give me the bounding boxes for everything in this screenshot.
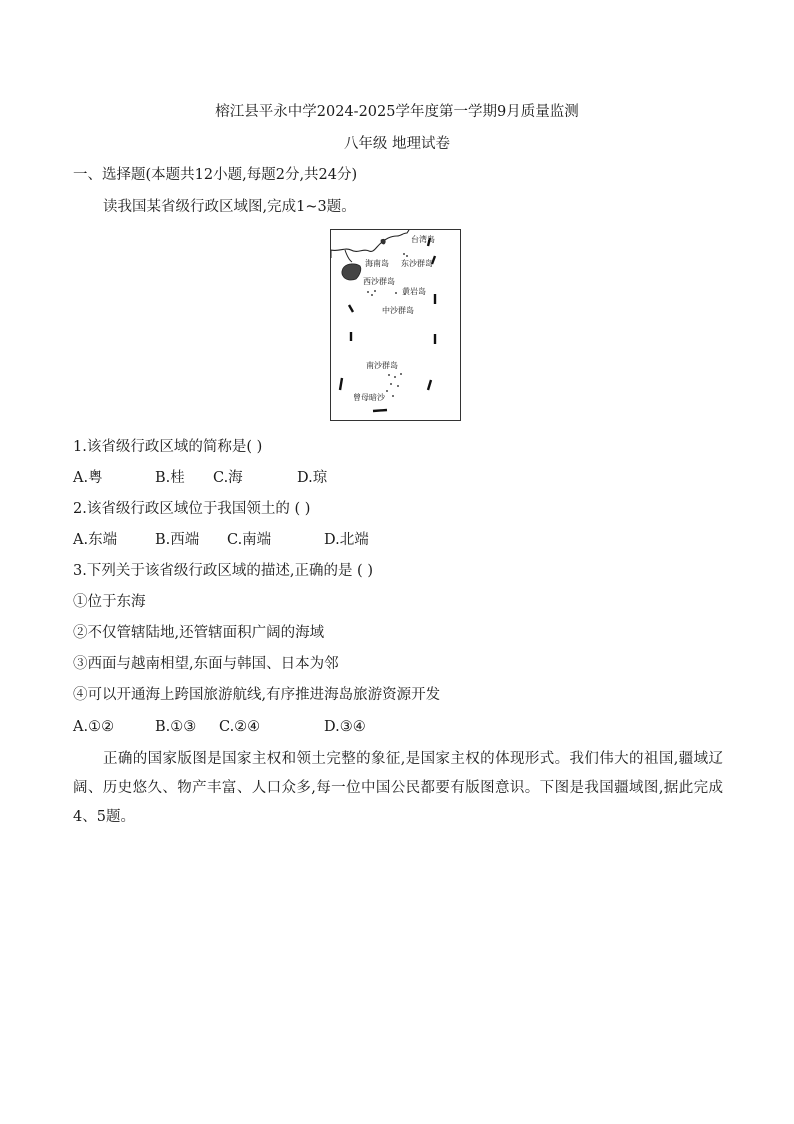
section-intro: 读我国某省级行政区域图,完成1~3题。 — [103, 199, 356, 215]
statement-2: ②不仅管辖陆地,还管辖面积广阔的海域 — [73, 625, 325, 641]
province-map — [330, 229, 461, 421]
option-b[interactable]: B.①③ — [155, 719, 197, 735]
map-label-huangyan: 黄岩岛 — [402, 287, 426, 296]
option-d[interactable]: D.③④ — [324, 719, 366, 735]
map-label-zhongsha: 中沙群岛 — [382, 306, 414, 315]
option-a[interactable]: A.粤 — [73, 470, 103, 486]
option-c[interactable]: C.②④ — [219, 719, 261, 735]
option-d[interactable]: D.北端 — [324, 532, 369, 548]
statement-1: ①位于东海 — [73, 594, 146, 610]
question-1-stem: 1.该省级行政区域的简称是( ) — [73, 439, 263, 455]
option-b[interactable]: B.桂 — [155, 470, 185, 486]
map-label-taiwan: 台湾岛 — [411, 235, 435, 244]
option-c[interactable]: C.南端 — [227, 532, 272, 548]
map-label-zengmu: 曾母暗沙 — [353, 393, 385, 402]
exam-subtitle: 八年级 地理试卷 — [343, 136, 451, 152]
map-label-dongsha: 东沙群岛 — [401, 259, 433, 268]
map-label-nansha: 南沙群岛 — [366, 361, 398, 370]
passage-text: 正确的国家版图是国家主权和领土完整的象征,是国家主权的体现形式。我们伟大的祖国,疆域辽阔、历史悠久、物产丰富、人口众多,每一位中国公民都要有版图意识。下图是我国疆域图,据此完成4、5题。 — [73, 751, 723, 825]
statement-4: ④可以开通海上跨国旅游航线,有序推进海岛旅游资源开发 — [73, 687, 441, 703]
option-a[interactable]: A.①② — [73, 719, 115, 735]
map-drawing — [331, 230, 460, 420]
option-c[interactable]: C.海 — [213, 470, 243, 486]
question-3-stem: 3.下列关于该省级行政区域的描述,正确的是 ( ) — [73, 563, 373, 579]
map-label-xisha: 西沙群岛 — [363, 277, 395, 286]
option-b[interactable]: B.西端 — [155, 532, 200, 548]
section-heading: 一、选择题(本题共12小题,每题2分,共24分) — [73, 167, 358, 183]
option-d[interactable]: D.琼 — [297, 470, 328, 486]
statement-3: ③西面与越南相望,东面与韩国、日本为邻 — [73, 656, 339, 672]
map-label-hainan: 海南岛 — [365, 259, 389, 268]
option-a[interactable]: A.东端 — [73, 532, 118, 548]
question-2-stem: 2.该省级行政区域位于我国领土的 ( ) — [73, 501, 311, 517]
exam-title: 榕江县平永中学2024-2025学年度第一学期9月质量监测 — [215, 104, 579, 120]
